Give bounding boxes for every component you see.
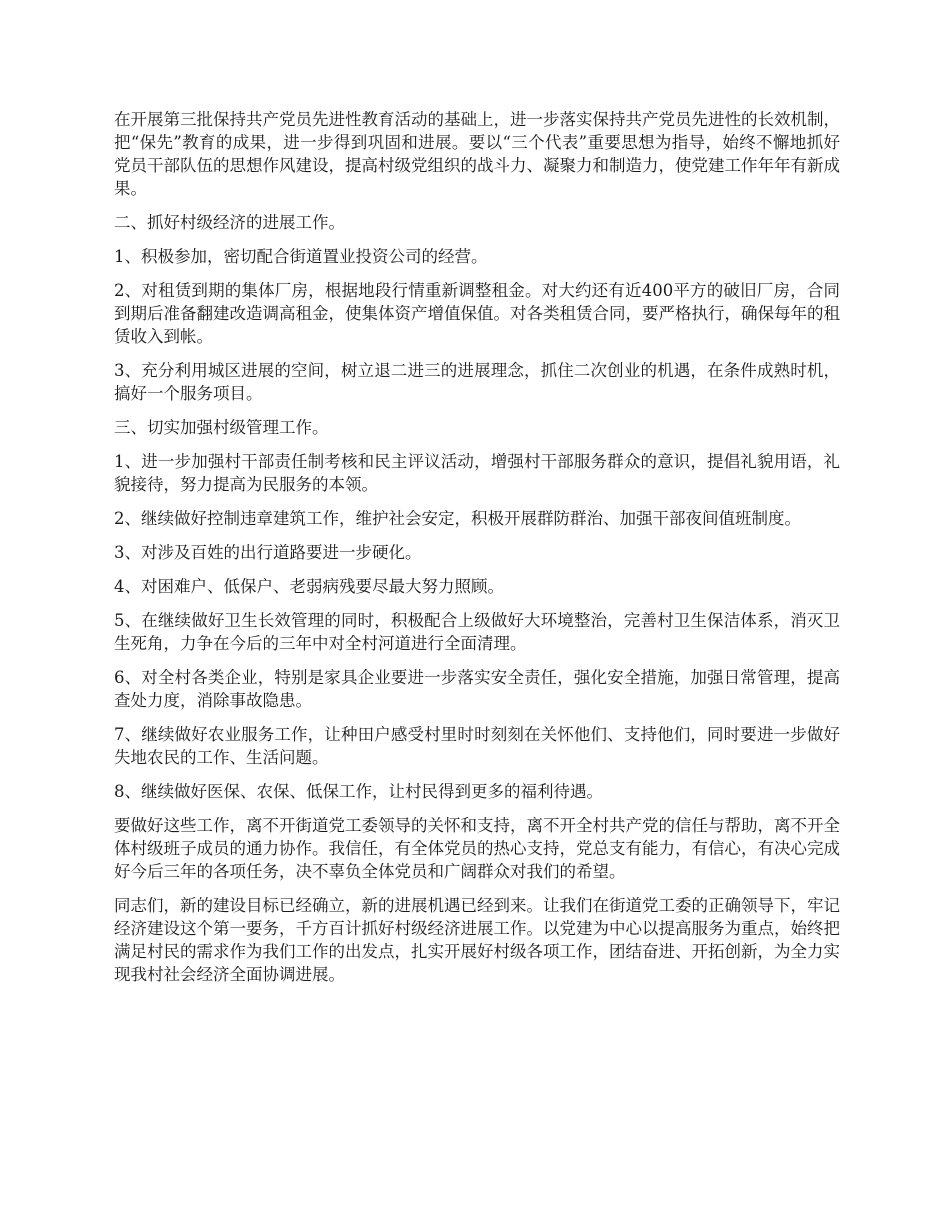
list-item: 5、在继续做好卫生长效管理的同时，积极配合上级做好大环境整治，完善村卫生保洁体系，消灭卫生死角，力争在今后的三年中对全村河道进行全面清理。 xyxy=(114,611,840,653)
list-item: 8、继续做好医保、农保、低保工作，让村民得到更多的福利待遇。 xyxy=(114,782,603,801)
list-item: 6、对全村各类企业，特别是家具企业要进一步落实安全责任，强化安全措施，加强日常管理，提高查处力度，消除事故隐患。 xyxy=(114,668,840,710)
paragraph-intro: 在开展第三批保持共产党员先进性教育活动的基础上，进一步落实保持共产党员先进性的长效机制，把“保先”教育的成果，进一步得到巩固和进展。要以“三个代表”重要思想为指导，始终不懈地抓好党员干部队伍的思想作风建设，提高村级党组织的战斗力、凝聚力和制造力，使党建工作年年有新成果。 xyxy=(114,110,840,198)
list-item: 1、积极参加，密切配合街道置业投资公司的经营。 xyxy=(114,247,488,266)
list-item: 3、对涉及百姓的出行道路要进一步硬化。 xyxy=(114,543,422,562)
list-item: 4、对困难户、低保户、老弱病残要尽最大努力照顾。 xyxy=(114,577,504,596)
document-body xyxy=(114,108,840,997)
section-heading-economy: 二、抓好村级经济的进展工作。 xyxy=(114,213,345,232)
paragraph-support: 要做好这些工作，离不开街道党工委领导的关怀和支持，离不开全村共产党的信任与帮助，离不开全体村级班子成员的通力协作。我信任，有全体党员的热心支持，党总支有能力，有信心，有决心完成好今后三年的各项任务，决不辜负全体党员和广阔群众对我们的希望。 xyxy=(114,816,840,881)
list-item: 1、进一步加强村干部责任制考核和民主评议活动，增强村干部服务群众的意识，提倡礼貌用语，礼貌接待，努力提高为民服务的本领。 xyxy=(114,452,840,494)
list-item: 2、继续做好控制违章建筑工作，维护社会安定，积极开展群防群治、加强干部夜间值班制度。 xyxy=(114,509,801,528)
list-item: 3、充分利用城区进展的空间，树立退二进三的进展理念，抓住二次创业的机遇，在条件成熟时机，搞好一个服务项目。 xyxy=(114,361,840,403)
list-item: 7、继续做好农业服务工作，让种田户感受村里时时刻刻在关怀他们、支持他们，同时要进一步做好失地农民的工作、生活问题。 xyxy=(114,725,840,767)
list-item: 2、对租赁到期的集体厂房，根据地段行情重新调整租金。对大约还有近400平方的破旧厂房，合同到期后准备翻建改造调高租金，使集体资产增值保值。对各类租赁合同，要严格执行，确保每年的租赁收入到帐。 xyxy=(114,281,840,346)
paragraph-closing: 同志们，新的建设目标已经确立，新的进展机遇已经到来。让我们在街道党工委的正确领导下，牢记经济建设这个第一要务，千方百计抓好村级经济进展工作。以党建为中心以提高服务为重点，始终把满足村民的需求作为我们工作的出发点，扎实开展好村级各项工作，团结奋进、开拓创新，为全力实现我村社会经济全面协调进展。 xyxy=(114,896,840,984)
section-heading-management: 三、切实加强村级管理工作。 xyxy=(114,418,329,437)
